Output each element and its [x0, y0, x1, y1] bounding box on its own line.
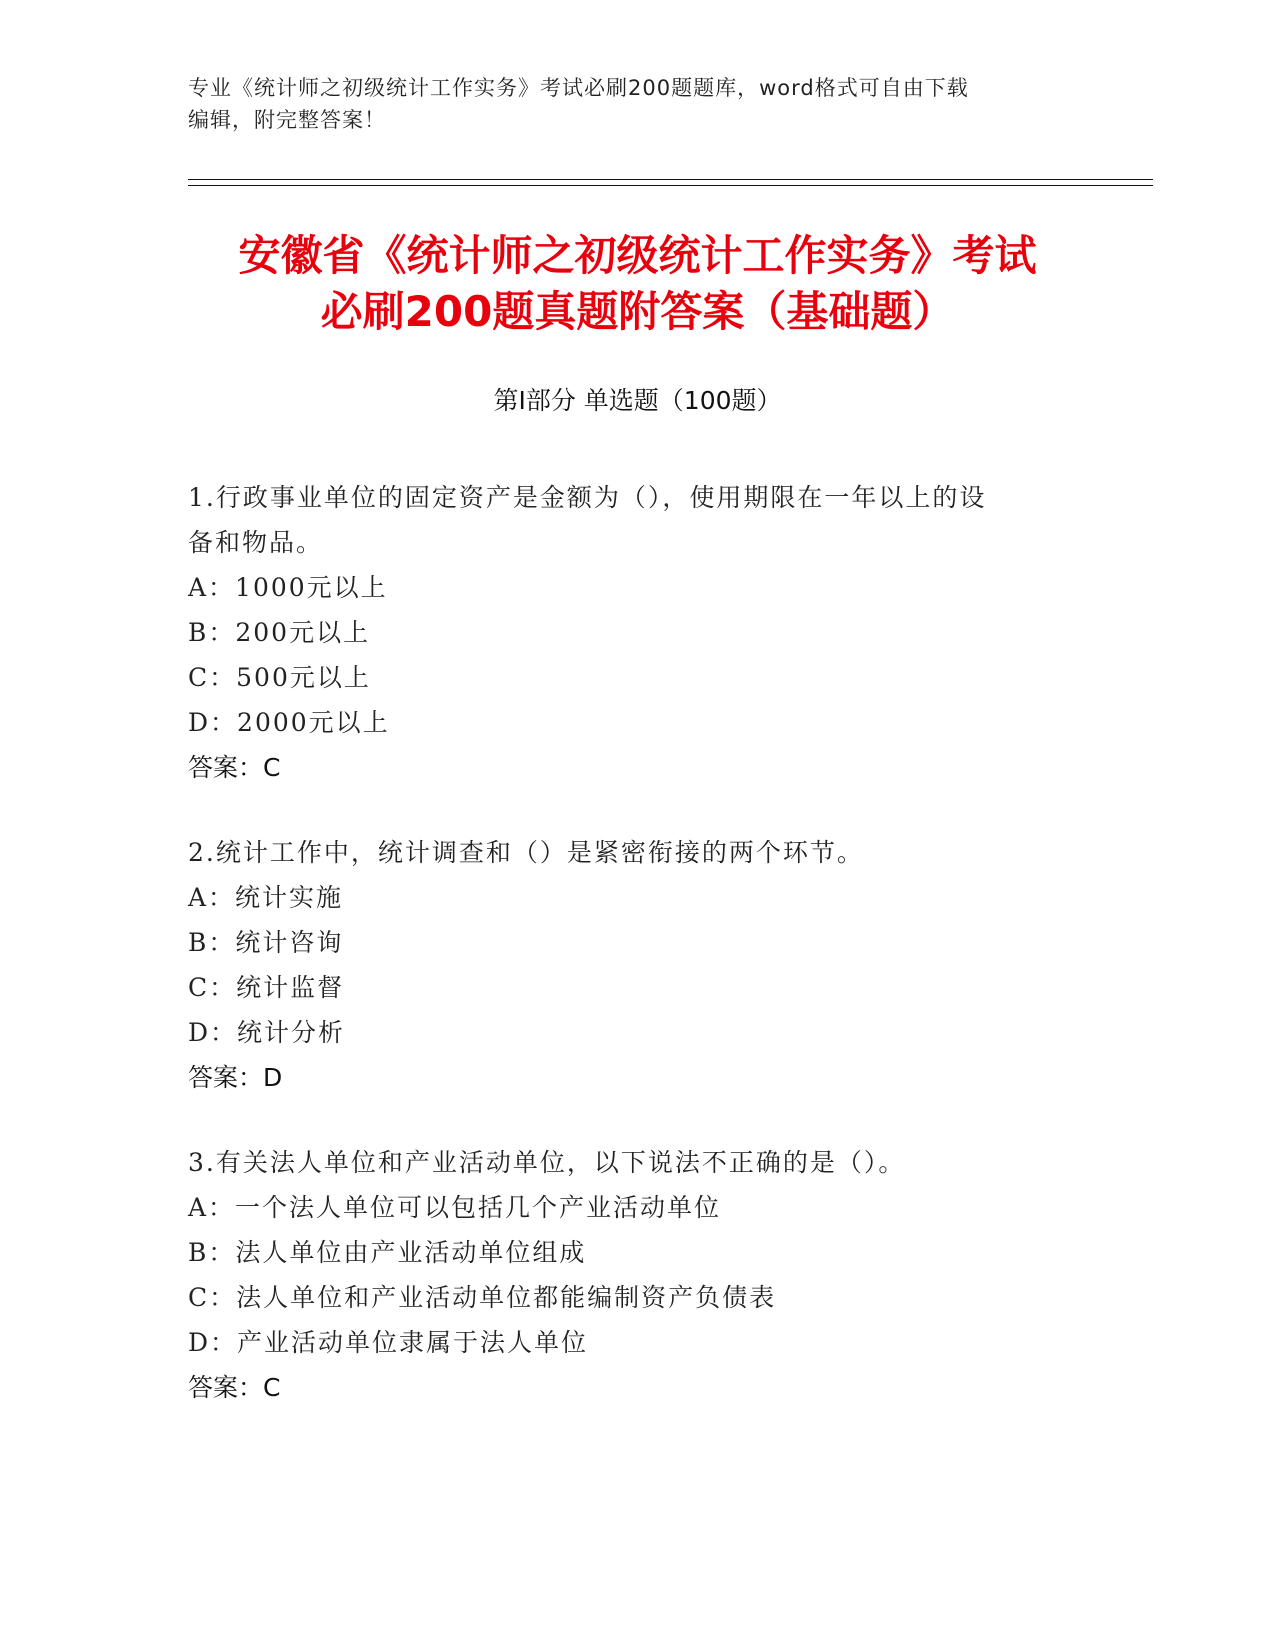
- question-stem-line: 备和物品。: [188, 528, 324, 557]
- question-list: [188, 475, 1068, 1450]
- header-divider-bottom: [188, 185, 1153, 186]
- answer: 答案：C: [188, 1373, 281, 1402]
- document-title-line-2: 必刷200题真题附答案（基础题）: [320, 287, 955, 336]
- option-a: A：一个法人单位可以包括几个产业活动单位: [188, 1193, 722, 1222]
- option-b: B：法人单位由产业活动单位组成: [188, 1238, 587, 1267]
- question-stem-line: 1.行政事业单位的固定资产是金额为（），使用期限在一年以上的设: [188, 483, 987, 512]
- question-stem: [188, 830, 1068, 875]
- header-note-line-2: 编辑，附完整答案！: [188, 108, 386, 132]
- option-b: B：200元以上: [188, 618, 371, 647]
- option-d: D：统计分析: [188, 1018, 346, 1047]
- answer: 答案：C: [188, 753, 281, 782]
- question-stem: [188, 475, 1068, 565]
- header-note-line-1: 专业《统计师之初级统计工作实务》考试必刷200题题库，word格式可自由下载: [188, 76, 969, 100]
- question-3: [188, 1140, 1068, 1410]
- option-a: A：统计实施: [188, 883, 344, 912]
- header-divider-top: [188, 179, 1153, 180]
- option-a: A：1000元以上: [188, 573, 388, 602]
- question-stem: [188, 1140, 1068, 1185]
- option-d: D：2000元以上: [188, 708, 390, 737]
- question-stem-line: 3.有关法人单位和产业活动单位，以下说法不正确的是（）。: [188, 1148, 906, 1177]
- option-b: B：统计咨询: [188, 928, 344, 957]
- option-c: C：500元以上: [188, 663, 371, 692]
- option-c: C：法人单位和产业活动单位都能编制资产负债表: [188, 1283, 777, 1312]
- question-stem-line: 2.统计工作中，统计调查和（）是紧密衔接的两个环节。: [188, 838, 864, 867]
- question-2: [188, 830, 1068, 1100]
- header-note: [188, 72, 1088, 136]
- option-c: C：统计监督: [188, 973, 345, 1002]
- section-title: 第Ⅰ部分 单选题（100题）: [493, 386, 782, 415]
- option-d: D：产业活动单位隶属于法人单位: [188, 1328, 589, 1357]
- question-1: [188, 475, 1068, 790]
- document-title: [160, 228, 1115, 340]
- answer: 答案：D: [188, 1063, 283, 1092]
- document-title-line-1: 安徽省《统计师之初级统计工作实务》考试: [238, 231, 1037, 280]
